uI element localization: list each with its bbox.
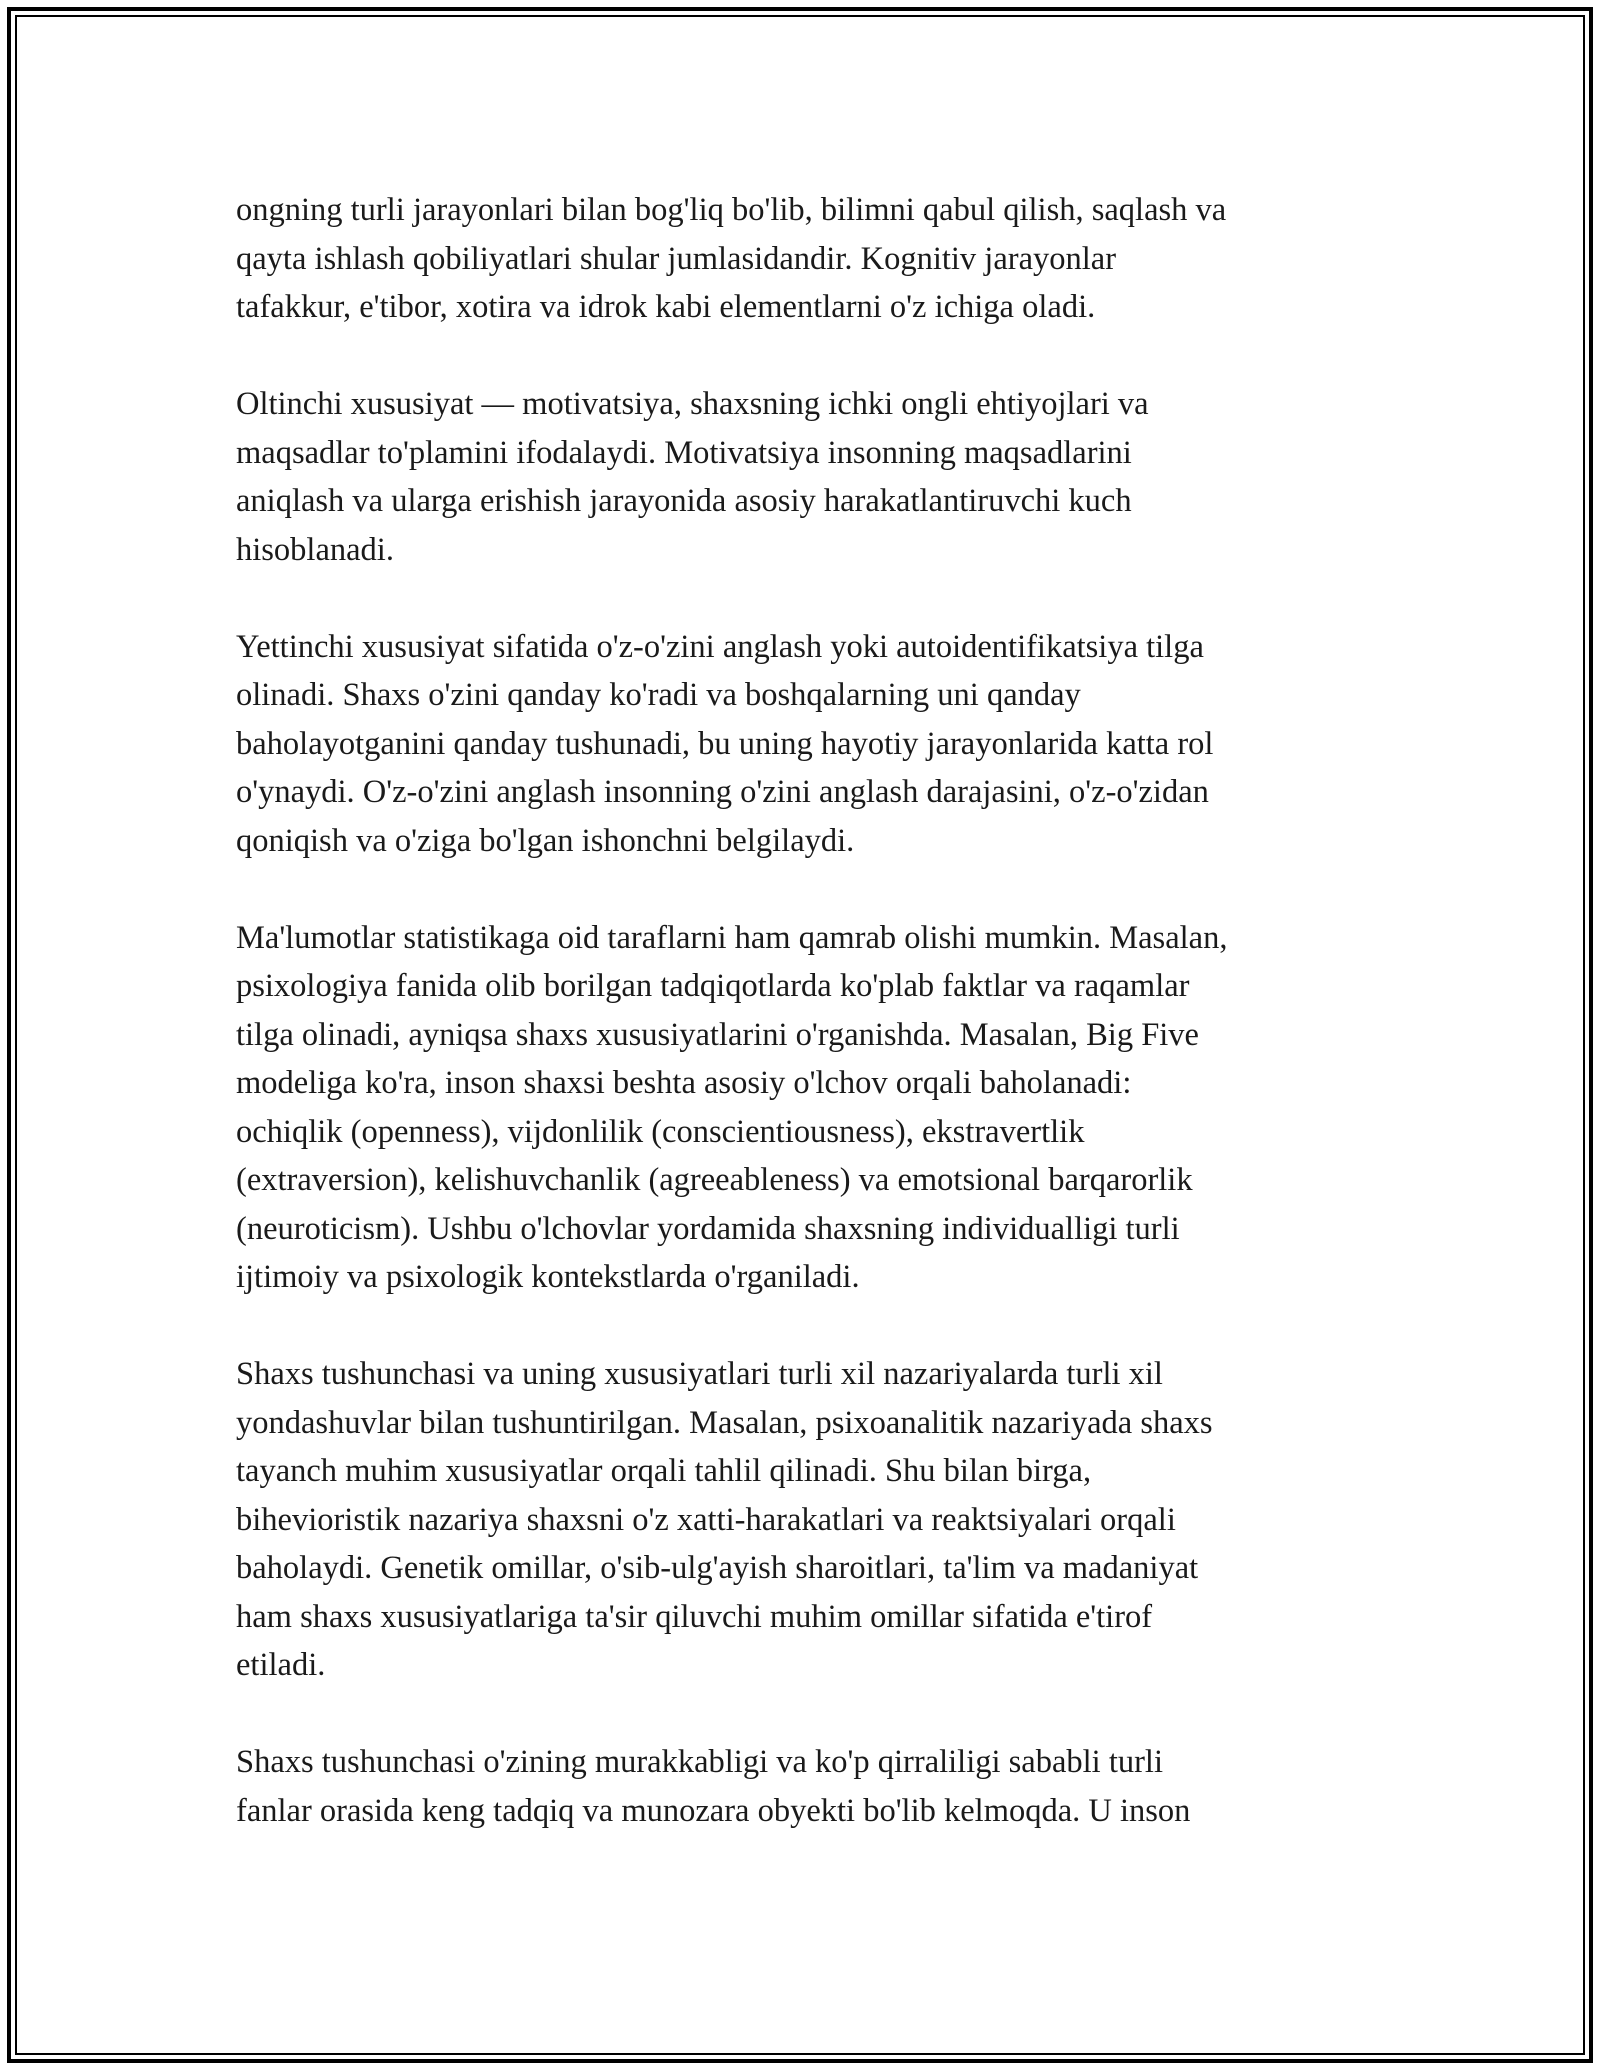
text-line: etiladi. (236, 1647, 326, 1683)
text-line: yondashuvlar bilan tushuntirilgan. Masalan, psixoanalitik nazariyada shaxs (236, 1404, 1213, 1441)
text-line: Shaxs tushunchasi o'zining murakkabligi va ko'p qirraliligi sababli turli (236, 1744, 1163, 1780)
text-line: Shaxs tushunchasi va uning xususiyatlari turli xil nazariyalarda turli xil (236, 1356, 1163, 1392)
paragraph-motivation (236, 380, 1376, 574)
text-line: maqsadlar to'plamini ifodalaydi. Motivatsiya insonning maqsadlarini (236, 434, 1132, 471)
text-line: ham shaxs xususiyatlariga ta'sir qiluvchi muhim omillar sifatida e'tirof (236, 1598, 1153, 1635)
text-line: Oltinchi xususiyat — motivatsiya, shaxsning ichki ongli ehtiyojlari va (236, 386, 1149, 422)
text-line: baholayotganini qanday tushunadi, bu uning hayotiy jarayonlarida katta rol (236, 725, 1214, 762)
text-line: ijtimoiy va psixologik kontekstlarda o'rganiladi. (236, 1259, 860, 1295)
text-line: tilga olinadi, ayniqsa shaxs xususiyatlarini o'rganishda. Masalan, Big Five (236, 1016, 1199, 1053)
text-line: (extraversion), kelishuvchanlik (agreeableness) va emotsional barqarorlik (236, 1162, 1193, 1198)
text-line: bihevioristik nazariya shaxsni o'z xatti-harakatlari va reaktsiyalari orqali (236, 1501, 1176, 1538)
paragraph-complexity (236, 1738, 1376, 1835)
text-line: qayta ishlash qobiliyatlari shular jumlasidandir. Kognitiv jarayonlar (236, 240, 1117, 277)
paragraph-cognitive-processes (236, 186, 1376, 332)
text-line: olinadi. Shaxs o'zini qanday ko'radi va boshqalarning uni qanday (236, 677, 1081, 713)
text-line: qoniqish va o'ziga bo'lgan ishonchni belgilaydi. (236, 822, 855, 859)
text-line: ongning turli jarayonlari bilan bog'liq bo'lib, bilimni qabul qilish, saqlash va (236, 192, 1227, 228)
text-line: (neuroticism). Ushbu o'lchovlar yordamida shaxsning individualligi turli (236, 1210, 1180, 1247)
text-line: ochiqlik (openness), vijdonlilik (conscientiousness), ekstravertlik (236, 1113, 1085, 1150)
text-line: tayanch muhim xususiyatlar orqali tahlil qilinadi. Shu bilan birga, (236, 1453, 1092, 1489)
text-line: psixologiya fanida olib borilgan tadqiqotlarda ko'plab faktlar va raqamlar (236, 968, 1190, 1004)
text-line: fanlar orasida keng tadqiq va munozara obyekti bo'lib kelmoqda. U inson (236, 1792, 1191, 1829)
text-line: aniqlash va ularga erishish jarayonida asosiy harakatlantiruvchi kuch (236, 483, 1132, 519)
text-line: tafakkur, e'tibor, xotira va idrok kabi elementlarni o'z ichiga oladi. (236, 289, 1096, 325)
text-line: o'ynaydi. O'z-o'zini anglash insonning o'zini anglash darajasini, o'z-o'zidan (236, 774, 1209, 810)
paragraph-theories (236, 1350, 1376, 1690)
text-line: Ma'lumotlar statistikaga oid taraflarni ham qamrab olishi mumkin. Masalan, (236, 919, 1228, 956)
text-line: hisoblanadi. (236, 531, 394, 568)
text-line: modeliga ko'ra, inson shaxsi beshta asosiy o'lchov orqali baholanadi: (236, 1065, 1132, 1101)
paragraph-self-awareness (236, 623, 1376, 866)
paragraph-big-five (236, 914, 1376, 1302)
text-line: Yettinchi xususiyat sifatida o'z-o'zini anglash yoki autoidentifikatsiya tilga (236, 628, 1204, 665)
text-line: baholaydi. Genetik omillar, o'sib-ulg'ayish sharoitlari, ta'lim va madaniyat (236, 1550, 1199, 1586)
document-body (236, 186, 1376, 1884)
